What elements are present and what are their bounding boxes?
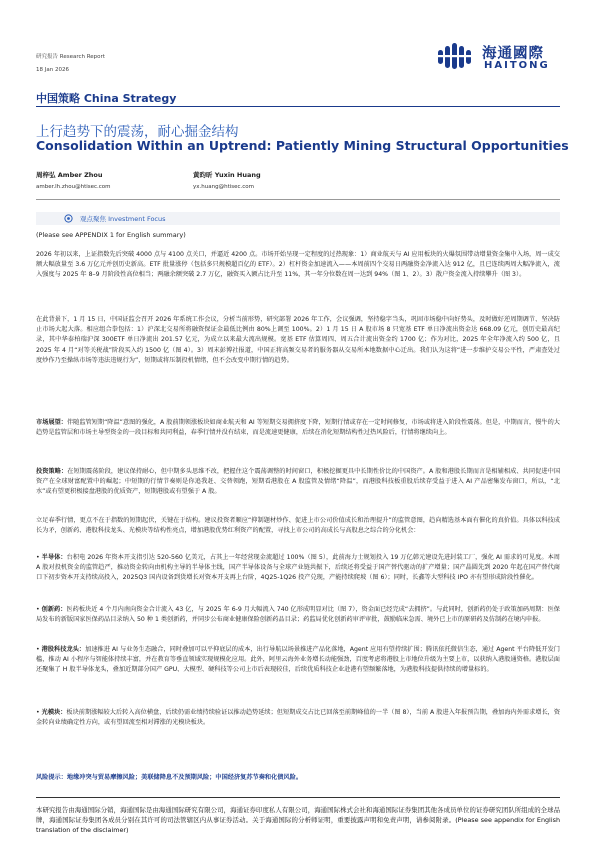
footer-divider <box>36 797 560 798</box>
bullet-optical-modules: • 光模块：板块前期涨幅较大后转入高位横盘，后续仍需业绩持续验证以推动趋势延续；但短期成交占比已回落至前期峰值的一半（图 8），当前 A 股进入年报预告期，叠加海内外需求增长，资金转向业绩确定性方向，或有望回流至相对滞涨的光模块板块。 <box>36 709 561 727</box>
logo-english: HAITONG <box>484 60 550 71</box>
bullet-text: 板块前期涨幅较大后转入高位横盘，后续仍需业绩持续验证以推动趋势延续；但短期成交占比已回落至前期峰值的一半（图 8），当前 A 股进入年报预告期，叠加海内外需求增长，资金转向业绩确定性方向，或有望回流至相对滞涨的光模块板块。 <box>36 709 561 727</box>
author-email[interactable]: amber.lh.zhou@htisec.com <box>36 184 111 190</box>
report-date: 18 Jan 2026 <box>36 67 69 73</box>
author-name: 周梓弘 Amber Zhou <box>36 171 103 179</box>
section-divider <box>36 106 560 107</box>
logo-chinese: 海通國際 <box>482 46 544 62</box>
section-title: 中国策略 China Strategy <box>36 92 177 105</box>
bullet-text: 台积电 2026 年资本开支指引达 520-560 亿美元，占其上一年经营现金流超过 100%（图 5），此前海力士规划投入 19 万亿韩元建设先进封装工厂，强化 AI 需求的可见度。本周 A 股对投机资金的监管趋严，推动资金转向由机构主导的半导体主线，国产半导体设备与全球产业链共振下，后续还将受益于国产替代驱动的扩产增量；国产晶圆先到 2020 年起在国产替代商口下初步资本开支持续高投入，2025Q3 国内设备到货增长对资本开支再上台阶，4Q25-1Q26 投产兑现，产能持续爬坡（图 6）；同时，长鑫等大型科技 IPO 亦有望形成阶段性催化。 <box>36 554 560 582</box>
author-name: 黄昀昕 Yuxin Huang <box>193 171 261 179</box>
bullet-hk-tech: • 港股科技龙头：加速推进 AI 与业务生态融合，同时叠加可以平抑底层的成本，出行导航以场景推进产品化落地，Agent 应用有望持续扩围；腾讯依托微信生态，通过 Agent 平台降低开发门槛，推动 AI 小程序与智能体持续丰富，并在教育等垂直领域实现规模化应用。此外，阿里云海外业务增长动能强劲，百度考虑将港股上市地位升级为主要上市，以获纳入港股通资格。港股层面还聚集了 H 股半导体龙头，叠加近期部分国产 GPU、大模型、硬科技等公司上市后表现较佳，后续优质科技企业赴港有望频繁落地，为港股科技提供持续的增量标的。 <box>36 646 560 674</box>
paragraph-text: 立足春季行情，更点不在于指数的短期起伏，关键在于结构。建议投资者顺应“抑制题材炒作、促进上市公司价值成长和治理提升”的监管意图，趋向精选基本面有催化的真价值。具体以科技成长为矛，创新药、港股科技龙头、光模块等结构性亮点，增加港股优势红利资产的配置，寻找上市公司的高成长与高股息之综合的分化机会： <box>36 517 560 535</box>
report-type: 研究报告 Research Report <box>36 54 105 60</box>
bullet-text: 医药板块近 4 个月内南向资金合计流入 43 亿，与 2025 年 6-9 月大幅流入 740 亿形成明显对比（图 7），资金面已经完成“去拥挤”。与此同时，创新药仍处于政策加码周期：医保局发布的新版国家医保药品目录纳入 50 种 1 类创新药，并同步公布商业健康保险创新药品目录；药监局优化创新药审评审批，鼓励临床急需、境外已上市的原研药及仿制药在境内申报。 <box>36 606 560 624</box>
bullet-semiconductor: • 半导体：台积电 2026 年资本开支指引达 520-560 亿美元，占其上一年经营现金流超过 100%（图 5），此前海力士规划投入 19 万亿韩元建设先进封装工厂，强化 AI 需求的可见度。本周 A 股对投机资金的监管趋严，推动资金转向由机构主导的半导体主线，国产半导体设备与全球产业链共振下，后续还将受益于国产替代驱动的扩产增量；国产晶圆先到 2020 年起在国产替代商口下初步资本开支持续高投入，2025Q3 国内设备到货增长对资本开支再上台阶，4Q25-1Q26 投产兑现，产能持续爬坡（图 6）；同时，长鑫等大型科技 IPO 亦有望形成阶段性催化。 <box>36 554 560 582</box>
paragraph-regulation <box>36 315 560 366</box>
paragraph-structure <box>36 516 560 536</box>
author-divider <box>36 199 560 200</box>
paragraph-overheating <box>36 250 560 281</box>
focus-label: 观点聚焦 Investment Focus <box>80 215 166 223</box>
bullet-label: 半导体： <box>41 554 67 561</box>
focus-icon <box>64 214 73 223</box>
bullet-innovative-drugs: • 创新药：医药板块近 4 个月内南向资金合计流入 43 亿，与 2025 年 6-9 月大幅流入 740 亿形成明显对比（图 7），资金面已经完成“去拥挤”。与此同时，创新药仍处于政策加码周期：医保局发布的新版国家医保药品目录纳入 50 种 1 类创新药，并同步公布商业健康保险创新药品目录；药监局优化创新药审评审批，鼓励临床急需、境外已上市的原研药及仿制药在境内申报。 <box>36 606 560 624</box>
paragraph-outlook <box>36 418 560 438</box>
paragraph-strategy <box>36 467 560 498</box>
bullet-label: 港股科技龙头： <box>41 646 86 653</box>
title-english: Consolidation Within an Uptrend: Patiently Mining Structural Opportunities <box>36 138 569 153</box>
title-chinese: 上行趋势下的震荡，耐心掘金结构 <box>36 124 239 140</box>
outlook-label: 市场展望： <box>36 419 67 426</box>
haitong-logo-icon <box>436 42 476 70</box>
strategy-label: 投资策略： <box>36 468 68 475</box>
risk-warning: 风险提示：地缘冲突与贸易摩擦风险；美联储降息不及预期风险；中国经济复苏节奏和化债风险。 <box>36 774 303 781</box>
bullet-text: 加速推进 AI 与业务生态融合，同时叠加可以平抑底层的成本，出行导航以场景推进产品化落地，Agent 应用有望持续扩围；腾讯依托微信生态，通过 Agent 平台降低开发门槛，推动 AI 小程序与智能体持续丰富，并在教育等垂直领域实现规模化应用。此外，阿里云海外业务增长动能强劲，百度考虑将港股上市地位升级为主要上市，以获纳入港股通资格。港股层面还聚集了 H 股半导体龙头，叠加近期部分国产 GPU、大模型、硬科技等公司上市后表现较佳，后续优质科技企业赴港有望频繁落地，为港股科技提供持续的增量标的。 <box>36 646 560 674</box>
paragraph-text: 在此背景下，1 月 15 日，中国证监会召开 2026 年系统工作会议，分析当前形势，研究部署 2026 年工作，会议强调，坚持稳字当头，巩固市场稳中向好势头，及时做好逆周期调节、坚决防止市场大起大落。相应组合拳包括：1）沪深北交易所将融资保证金最低比例由 80%上调至 100%。2）1 月 15 日 A 股市场 8 只宽基 ETF 单日净流出资金达 668.09 亿元，创历史最高纪录，其中华泰柏瑞沪深 300ETF 单日净流出 201.57 亿元，为成立以来最大流出规模。宽基 ETF 估算周四、周五合计流出资金约 1700 亿；作为对比，2025 年全年净流入约 500 亿，且 2025 年 4 月“对等关税战”阶段买入约 1500 亿（图 4）。3）周末彭博社报道，中国正将高频交易者的服务器从交易所本地数据中心迁出。我们认为这将“进一步维护交易公平性，严肃查处过度炒作乃至操纵市场等违法违规行为”，短期或将压制投机情绪，但不会改变中期行情的趋势。 <box>36 316 560 364</box>
author-email[interactable]: yx.huang@htisec.com <box>193 184 255 190</box>
disclaimer: 本研究报告由海通国际分销，海通国际是由海通国际研究有限公司，海通证券印度私人有限公司，海通国际株式会社和海通国际证券集团其他各成员单位的证券研究团队所组成的全球品牌，海通国际证券集团各成员分别在其许可的司法管辖区内从事证券活动。关于海通国际的分析师证明，重要披露声明和免责声明，请参阅附录。(Please see appendix for English translation of the disclaimer) <box>36 806 560 834</box>
strategy-text: 在短期震荡阶段，建议保持耐心，但中期多头思维不改，把握住这个震荡调整的时间窗口，积极挖掘更具中长期性价比的中国资产。A 股和港股长期而言是相辅相成、共同促进中国资产在全球财富配置中的崛起；中短期的行情节奏则是你追我赶、交替领跑，短期看港股在 A 股监管及情绪“降温”，而港股科技板重股后续存受益于进入 AI 产品密集发布窗口，所以，“北水”或有望更积极接盘港股的优质资产，短期港股或有望强于 A 股。 <box>36 468 561 496</box>
bullet-label: 光模块： <box>41 709 67 716</box>
paragraph-text: 2026 年初以来，上证指数先后突破 4000 点与 4100 点关口，并逼近 4200 点。市场开始呈现一定程度的过热现象：1）商业航天与 AI 应用板块的火爆氛围带动增量资金集中入场，周一成交额大幅放量至 3.6 万亿元并创历史新高。ETF 批量涨停（包括多只规模超百亿的 ETF）。2）杠杆资金加速流入——本周前四个交易日两融资金净流入达 912 亿，且已连续两周大幅净流入，流入强度与 2025 年 8–9 月阶段性高位相当；两融余额突破 2.7 万亿，融资买入额占比升至 11%，其一年分位数在周一达到 94%（图 1、2）。3）散户资金流入持续攀升（图 3）。 <box>36 251 560 279</box>
appendix-note: (Please see APPENDIX 1 for English summary) <box>36 231 186 239</box>
bullet-label: 创新药： <box>41 606 67 613</box>
outlook-text: 伴随监管短期“降温”意图的强化，A 股前期领涨板块如商业航天和 AI 等短期交易拥挤度下降，短期行情或存在一定时间修复，市场或将进入阶段性震荡。但是，中期而言，慢牛的大趋势是监管层和市场主导型资金的一段目标和共同利益，春季行情并没有结束，而是流速更健康，后续在消化短期结构性过热风险后，行情将继续向上。 <box>36 419 560 437</box>
